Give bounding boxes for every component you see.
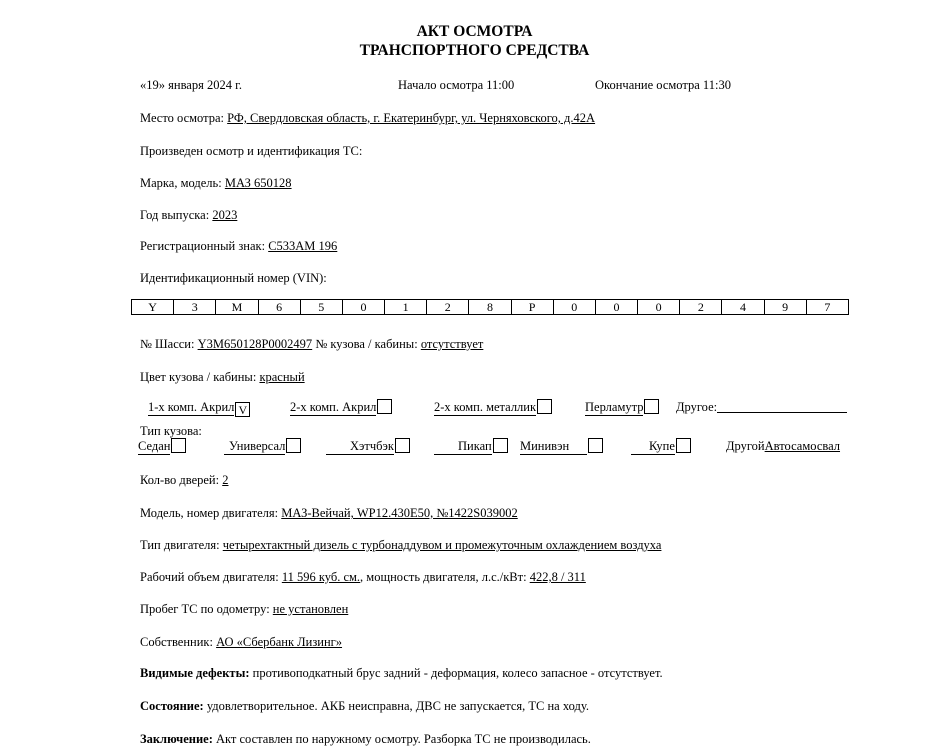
place-value: РФ, Свердловская область, г. Екатеринбург, ул. Черняховского, д.42А [227,111,596,125]
body-pickup-checkbox[interactable] [493,438,508,453]
year-label: Год выпуска: [140,208,213,222]
reg-row [140,238,337,254]
paint-pearl [585,399,659,416]
body-hatchback [326,438,410,455]
doors-row [140,472,228,488]
paint-pearl-label: Перламутр [585,400,644,414]
body-hatchback-label: Хэтчбэк [326,439,394,455]
reg-label: Регистрационный знак: [140,239,269,253]
power-value: 422,8 / 311 [529,570,586,584]
body-pickup-label: Пикап [434,439,492,455]
defects-row [140,665,663,681]
owner-label: Собственник: [140,635,217,649]
make-value: МАЗ 650128 [224,176,292,190]
make-label: Марка, модель: [140,176,225,190]
reg-value: С533АМ 196 [268,239,338,253]
defects-label: Видимые дефекты: [140,666,250,680]
doors-label: Кол-во дверей: [140,473,223,487]
displacement-label: Рабочий объем двигателя: [140,570,282,584]
vin-cell: M [216,300,258,314]
doors-value: 2 [222,473,229,487]
place-row [140,110,595,126]
vin-cell: 4 [722,300,764,314]
color-value: красный [259,370,305,384]
body-minivan-label: Минивэн [520,439,587,455]
vin-cell: 9 [765,300,807,314]
condition-value: удовлетворительное. АКБ неисправна, ДВС не запускается, ТС на ходу. [203,699,589,713]
body-coupe-label: Купе [631,439,675,455]
engine-type-value: четырехтактный дизель с турбонаддувом и промежуточным охлаждением воздуха [222,538,662,552]
body-pickup [434,438,508,455]
body-minivan-checkbox[interactable] [588,438,603,453]
inspection-date: «19» января 2024 г. [140,78,242,92]
body-other [726,438,840,454]
paint-other-field[interactable] [717,399,847,413]
color-row [140,369,305,385]
displacement-value: 11 596 куб. см. [281,570,361,584]
conclusion-label: Заключение: [140,732,213,746]
body-hatchback-checkbox[interactable] [395,438,410,453]
make-row [140,175,292,191]
inspection-end: Окончание осмотра 11:30 [595,78,731,92]
paint-other [676,399,847,415]
title-line-2: ТРАНСПОРТНОГО СРЕДСТВА [359,42,590,59]
body-minivan [520,438,603,455]
vin-cell: 8 [469,300,511,314]
engine-type-row [140,537,661,553]
vin-cell: 3 [174,300,216,314]
mileage-label: Пробег ТС по одометру: [140,602,273,616]
color-label: Цвет кузова / кабины: [140,370,260,384]
body-wagon-label: Универсал [224,439,285,455]
paint-metallic2-checkbox[interactable] [537,399,552,414]
condition-row [140,698,589,714]
conclusion-value: Акт составлен по наружному осмотру. Разборка ТС не производилась. [212,732,591,746]
year-row [140,207,237,223]
chassis-value: Y3M650128P0002497 [197,337,313,351]
chassis-row [140,336,483,352]
document-title [0,22,949,60]
vin-cell: 7 [824,300,831,314]
vin-cell: 5 [301,300,343,314]
body-sedan-label: Седан [138,439,171,453]
mileage-value: не установлен [272,602,349,616]
power-label: , мощность двигателя, л.с./кВт: [360,570,530,584]
paint-pearl-checkbox[interactable] [644,399,659,414]
paint-acrylic1-label: 1-х комп. Акрил [148,400,235,414]
body-coupe-checkbox[interactable] [676,438,691,453]
owner-value: АО «Сбербанк Лизинг» [216,635,343,649]
engine-model-row [140,505,518,521]
mileage-row [140,601,348,617]
paint-acrylic1-checkbox[interactable]: V [235,402,250,417]
paint-acrylic2-checkbox[interactable] [377,399,392,414]
vin-cell: 6 [259,300,301,314]
body-sedan [138,438,186,455]
conclusion-row [140,731,591,747]
paint-acrylic1 [148,399,250,417]
paint-other-label: Другое: [676,400,718,414]
identification-text: Произведен осмотр и идентификация ТС: [140,144,363,158]
body-sedan-checkbox[interactable] [171,438,186,453]
vin-cell: 0 [554,300,596,314]
vin-label: Идентификационный номер (VIN): [140,271,327,285]
vin-cell: 0 [343,300,385,314]
defects-value: противоподкатный брус задний - деформация, колесо запасное - отсутствует. [249,666,663,680]
engine-model-value: МАЗ-Вейчай, WP12.430E50, №1422S039002 [281,506,518,520]
vin-table [131,299,849,315]
displacement-row [140,569,586,585]
vin-cell: 2 [680,300,722,314]
condition-label: Состояние: [140,699,204,713]
vin-cell: 2 [427,300,469,314]
chassis-label: № Шасси: [140,337,198,351]
engine-model-label: Модель, номер двигателя: [140,506,282,520]
inspection-start: Начало осмотра 11:00 [398,78,515,92]
vin-cell: P [512,300,554,314]
place-label: Место осмотра: [140,111,228,125]
body-type-label: Тип кузова: [140,424,202,438]
body-other-label: Другой [726,439,765,453]
title-line-1: АКТ ОСМОТРА [416,23,533,40]
body-coupe [631,438,691,455]
body-other-value: Автосамосвал [764,439,841,453]
vin-cell: 1 [385,300,427,314]
paint-metallic2 [434,399,552,416]
engine-type-label: Тип двигателя: [140,538,223,552]
body-wagon [224,438,301,455]
vin-cell: Y [132,300,174,314]
vin-cell: 0 [638,300,680,314]
body-number-value: отсутствует [420,337,484,351]
year-value: 2023 [212,208,238,222]
paint-acrylic2-label: 2-х комп. Акрил [290,400,377,414]
owner-row [140,634,342,650]
vin-cell: 0 [596,300,638,314]
paint-metallic2-label: 2-х комп. металлик [434,400,537,414]
body-wagon-checkbox[interactable] [286,438,301,453]
body-number-label: № кузова / кабины: [312,337,421,351]
paint-acrylic2 [290,399,392,416]
